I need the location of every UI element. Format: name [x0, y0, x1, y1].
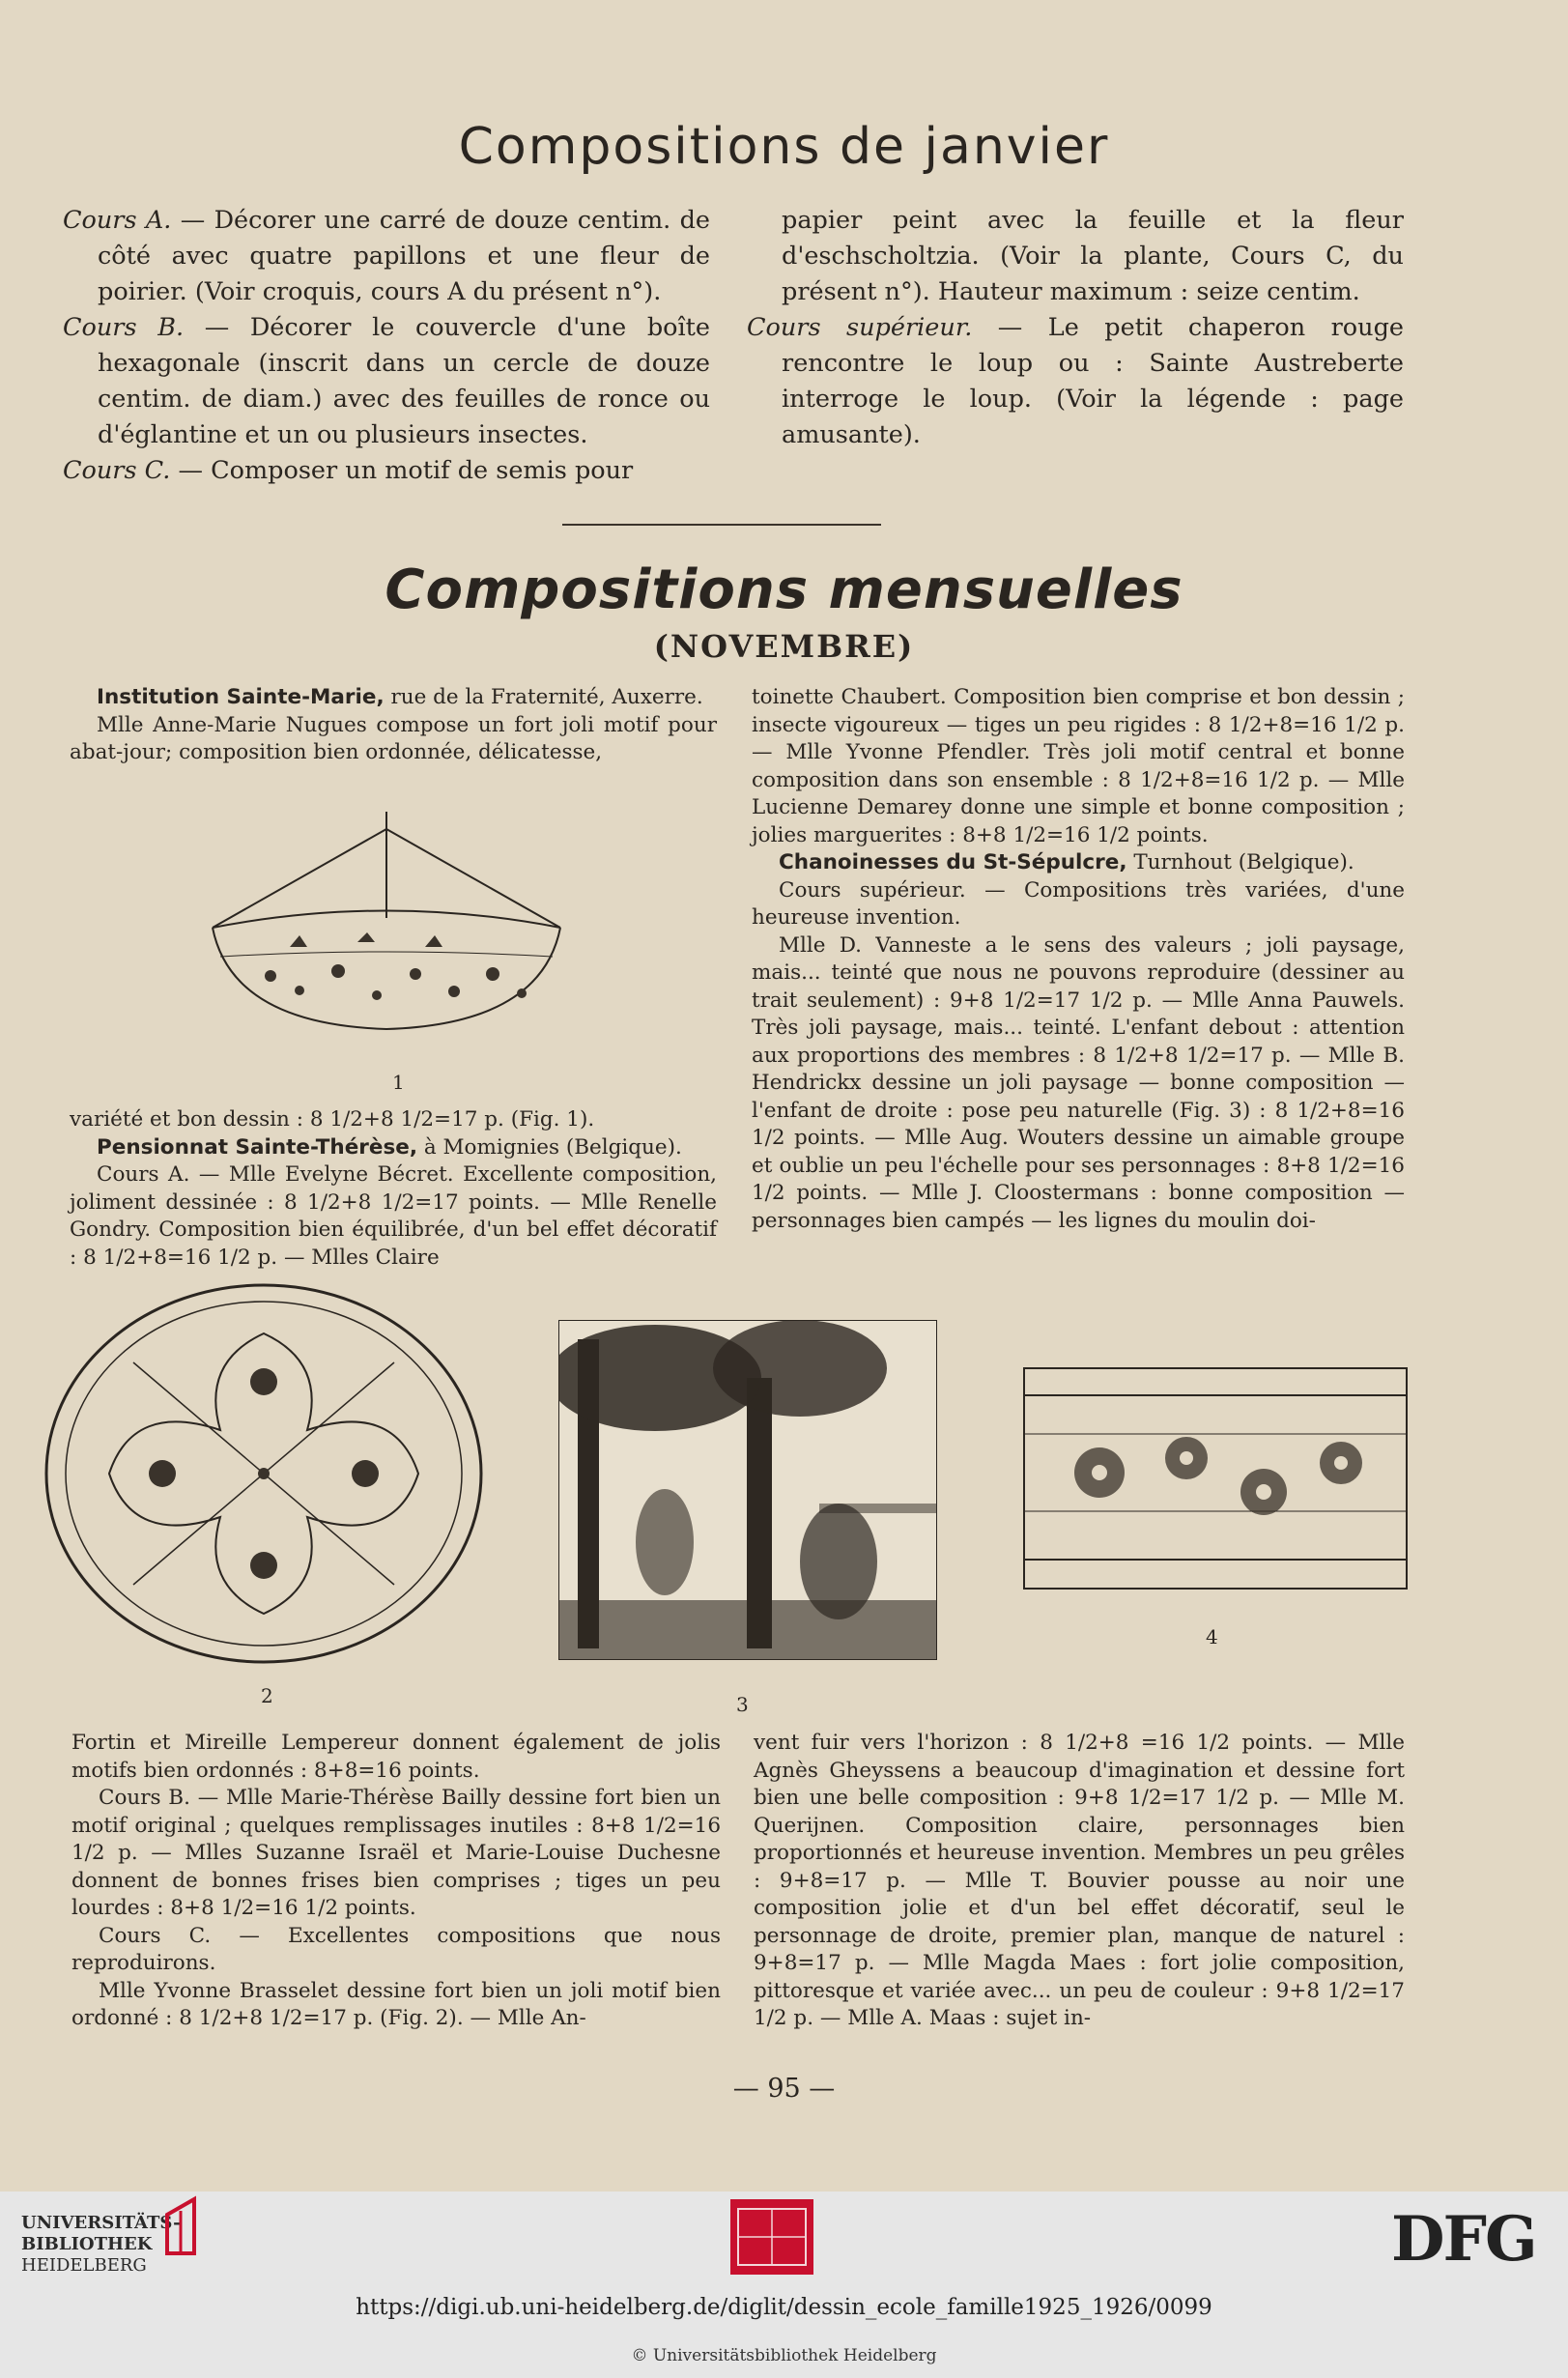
janvier-left-column [63, 203, 710, 489]
paragraph: variété et bon dessin : 8 1/2+8 1/2=17 p. (Fig. 1). [70, 1107, 595, 1132]
paragraph: Fortin et Mireille Lempereur donnent également de jolis motifs bien ordonnés : 8+8=16 points. [71, 1731, 721, 1783]
course-label: Cours C. [63, 456, 171, 485]
paragraph: Cours B. — Mlle Marie-Thérèse Bailly dessine fort bien un motif original ; quelques remplissages inutiles : 8+8 1/2=16 1/2 p. — Mlles Suzanne Israël et Marie-Louise Duchesne donnent de bonnes frises bien comprises ; tiges un peu lourdes : 8+8 1/2=16 1/2 points. [71, 1786, 721, 1920]
figure-1-caption: 1 [392, 1071, 405, 1094]
text-block [70, 1106, 717, 1272]
paragraph: vent fuir vers l'horizon : 8 1/2+8 =16 1/2 points. — Mlle Agnès Gheyssens a beaucoup d'imagination et dessine fort bien une belle composition : 9+8 1/2=17 1/2 p. — Mlle M. Querijnen. Composition claire, personnages bien proportionnés et heureuse invention. Membres un peu grêles : 9+8=17 p. — Mlle T. Bouvier pousse au noir une composition jolie et d'un bel effet décoratif, seul le personnage de droite, premier plan, manque de naturel : 9+8=17 p. — Mlle Magda Maes : fort jolie composition, pittoresque et variée avec... un peu de couleur : 9+8 1/2=17 1/2 p. — Mlle A. Maas : sujet in- [754, 1731, 1405, 2030]
library-name-line: UNIVERSITÄTS- [21, 2213, 181, 2233]
course-label: Cours B. [63, 313, 185, 342]
institution-name: Chanoinesses du St-Sépulcre, [779, 850, 1127, 874]
institution-address: à Momignies (Belgique). [417, 1134, 682, 1160]
library-name-line: BIBLIOTHEK [21, 2234, 153, 2254]
course-text: — Décorer une carré de douze centim. de côté avec quatre papillons et une fleur de poirier. (Voir croquis, cours A du présent n°). [98, 206, 710, 306]
page-title: Compositions de janvier [458, 118, 1110, 176]
institution-address: Turnhout (Belgique). [1126, 850, 1354, 874]
course-text: — Composer un motif de semis pour [170, 456, 634, 485]
text-block [70, 684, 717, 767]
text-block [752, 684, 1405, 1235]
paragraph: Mlle Yvonne Brasselet dessine fort bien un joli motif bien ordonné : 8 1/2+8 1/2=17 p. (Fig. 2). — Mlle An- [71, 1978, 721, 2030]
section-divider [562, 524, 881, 526]
figure-4-floral-frieze [1022, 1366, 1409, 1590]
paragraph: toinette Chaubert. Composition bien comprise et bon dessin ; insecte vigoureux — tiges un peu rigides : 8 1/2+8=16 1/2 p. — Mlle Yvonne Pfendler. Très joli motif central et bonne composition dans son ensemble : 8 1/2+8=16 1/2 p. — Mlle Lucienne Demarey donne une simple et bonne composition ; jolies marguerites : 8+8 1/2=16 1/2 points. [752, 685, 1405, 847]
course-label: Cours A. [63, 206, 172, 235]
permalink-url[interactable]: https://digi.ub.uni-heidelberg.de/diglit/dessin_ecole_famille1925_1926/0099 [356, 2295, 1212, 2320]
course-text: papier peint avec la feuille et la fleur d'eschscholtzia. (Voir la plante, Cours C, du présent n°). Hauteur maximum : seize centim. [782, 206, 1404, 306]
paragraph: Mlle Anne-Marie Nugues compose un fort joli motif pour abat-jour; composition bien ordonnée, délicatesse, [70, 712, 717, 764]
figure-4-caption: 4 [1206, 1625, 1218, 1648]
paragraph: Cours A. — Mlle Evelyne Bécret. Excellente composition, joliment dessinée : 8 1/2+8 1/2=17 points. — Mlle Renelle Gondry. Composition bien équilibrée, d'un bel effet décoratif : 8 1/2+8=16 1/2 p. — Mlles Claire [70, 1162, 717, 1270]
figure-2-decorative-plate [37, 1275, 491, 1672]
figure-1-lampshade [193, 802, 580, 1092]
institution-name: Pensionnat Sainte-Thérèse, [97, 1134, 418, 1160]
library-logo[interactable] [21, 2213, 181, 2277]
paragraph: Cours supérieur. — Compositions très variées, d'une heureuse invention. [752, 877, 1405, 930]
copyright-notice: © Universitätsbibliothek Heidelberg [631, 2346, 937, 2365]
dfg-logo[interactable]: DFG [1391, 2203, 1536, 2276]
janvier-right-column [747, 203, 1404, 453]
figure-3-landscape [558, 1320, 937, 1660]
episteme-logo-icon[interactable] [730, 2199, 813, 2275]
section-title: Compositions mensuelles [385, 559, 1183, 621]
paragraph: Cours C. — Excellentes compositions que nous reproduirons. [71, 1923, 721, 1975]
library-name-line: HEIDELBERG [21, 2255, 147, 2276]
paragraph: Mlle D. Vanneste a le sens des valeurs ; joli paysage, mais... teinté que nous ne pouvons reproduire (dessiner au trait seulement) : 9+8 1/2=17 1/2 p. — Mlle Anna Pauwels. Très joli paysage, mais... teinté. L'enfant debout : attention aux proportions des membres : 8 1/2+8 1/2=17 p. — Mlle B. Hendrickx dessine un joli paysage — bonne composition — l'enfant de droite : pose peu naturelle (Fig. 3) : 8 1/2+8=16 1/2 points. — Mlle Aug. Wouters dessine un aimable groupe et oublie un peu l'échelle pour ses personnages : 8+8 1/2=16 1/2 points. — Mlle J. Cloostermans : bonne composition — personnages bien campés — les lignes du moulin doi- [752, 932, 1405, 1233]
figure-3-caption: 3 [736, 1693, 749, 1716]
course-label: Cours supérieur. [747, 313, 973, 342]
institution-address: rue de la Fraternité, Auxerre. [384, 685, 703, 709]
section-month: (NOVEMBRE) [653, 628, 915, 665]
course-text: — Décorer le couvercle d'une boîte hexagonale (inscrit dans un cercle de douze centim. de diam.) avec des feuilles de ronce ou d'églantine et un ou plusieurs insectes. [98, 313, 711, 449]
library-logo-icon [159, 2195, 208, 2263]
page-number: — 95 — [732, 2074, 836, 2104]
course-text: — Le petit chaperon rouge rencontre le loup ou : Sainte Austreberte interroge le loup. (Voir la légende : page amusante). [782, 313, 1404, 449]
text-block [754, 1730, 1405, 2033]
figure-2-caption: 2 [261, 1684, 273, 1707]
text-block [71, 1730, 721, 2033]
institution-name: Institution Sainte-Marie, [97, 685, 385, 709]
